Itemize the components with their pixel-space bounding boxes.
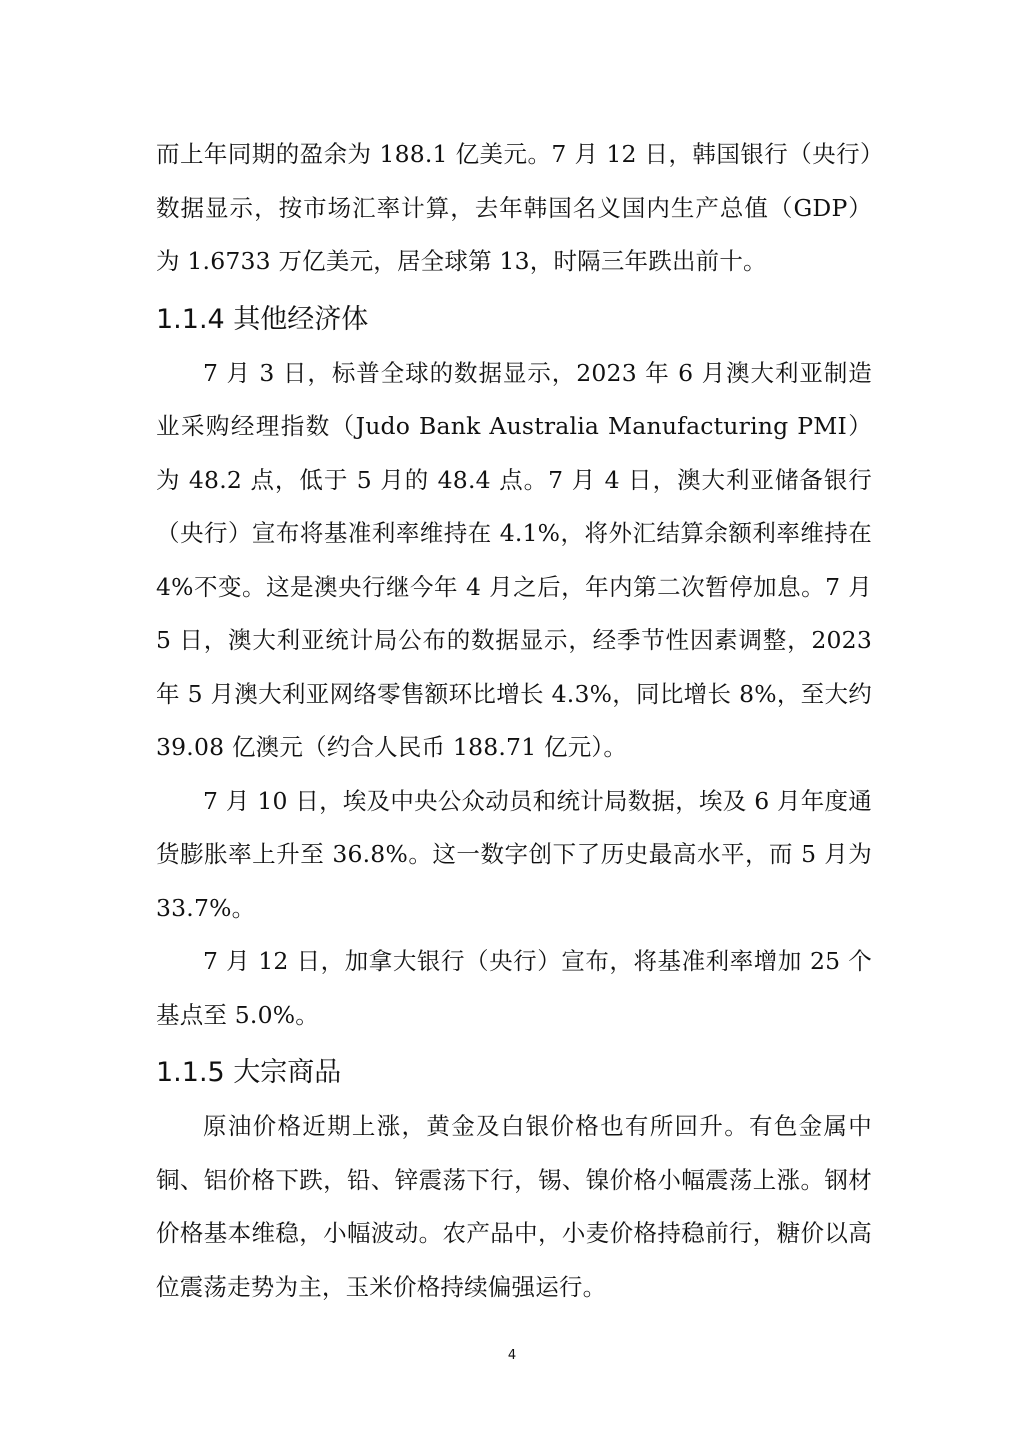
page-number: 4 xyxy=(507,1348,517,1363)
paragraph-canada-rate: 7 月 12 日，加拿大银行（央行）宣布，将基准利率增加 25 个基点至 5.0%。 xyxy=(156,947,872,1029)
paragraph-commodities: 原油价格近期上涨，黄金及白银价格也有所回升。有色金属中铜、铝价格下跌，铅、锌震荡下行，锡、镍价格小幅震荡上涨。钢材价格基本维稳，小幅波动。农产品中，小麦价格持稳前行，糖价以高位震荡走势为主，玉米价格持续偏强运行。 xyxy=(156,1112,872,1301)
paragraph-korea-gdp: 而上年同期的盈余为 188.1 亿美元。7 月 12 日，韩国银行（央行）数据显示，按市场汇率计算，去年韩国名义国内生产总值（GDP）为 1.6733 万亿美元，居全球第 13，时隔三年跌出前十。 xyxy=(156,140,872,275)
paragraph-australia: 7 月 3 日，标普全球的数据显示，2023 年 6 月澳大利亚制造业采购经理指数（Judo Bank Australia Manufacturing PMI）为 48.2 点，低于 5 月的 48.4 点。7 月 4 日，澳大利亚储备银行（央行）宣布将基准利率维持在 4.1%，将外汇结算余额利率维持在 4%不变。这是澳央行继今年 4 月之后，年内第二次暂停加息。7 月 5 日，澳大利亚统计局公布的数据显示，经季节性因素调整，2023 年 5 月澳大利亚网络零售额环比增长 4.3%，同比增长 8%，至大约 39.08 亿澳元（约合人民币 188.71 亿元）。 xyxy=(156,358,872,761)
paragraph-egypt-inflation: 7 月 10 日，埃及中央公众动员和统计局数据，埃及 6 月年度通货膨胀率上升至 36.8%。这一数字创下了历史最高水平，而 5 月为 33.7%。 xyxy=(156,786,872,922)
document-body xyxy=(156,128,872,1314)
section-heading-commodities: 1.1.5 大宗商品 xyxy=(156,1057,342,1088)
section-heading-other-economies: 1.1.4 其他经济体 xyxy=(156,303,369,335)
